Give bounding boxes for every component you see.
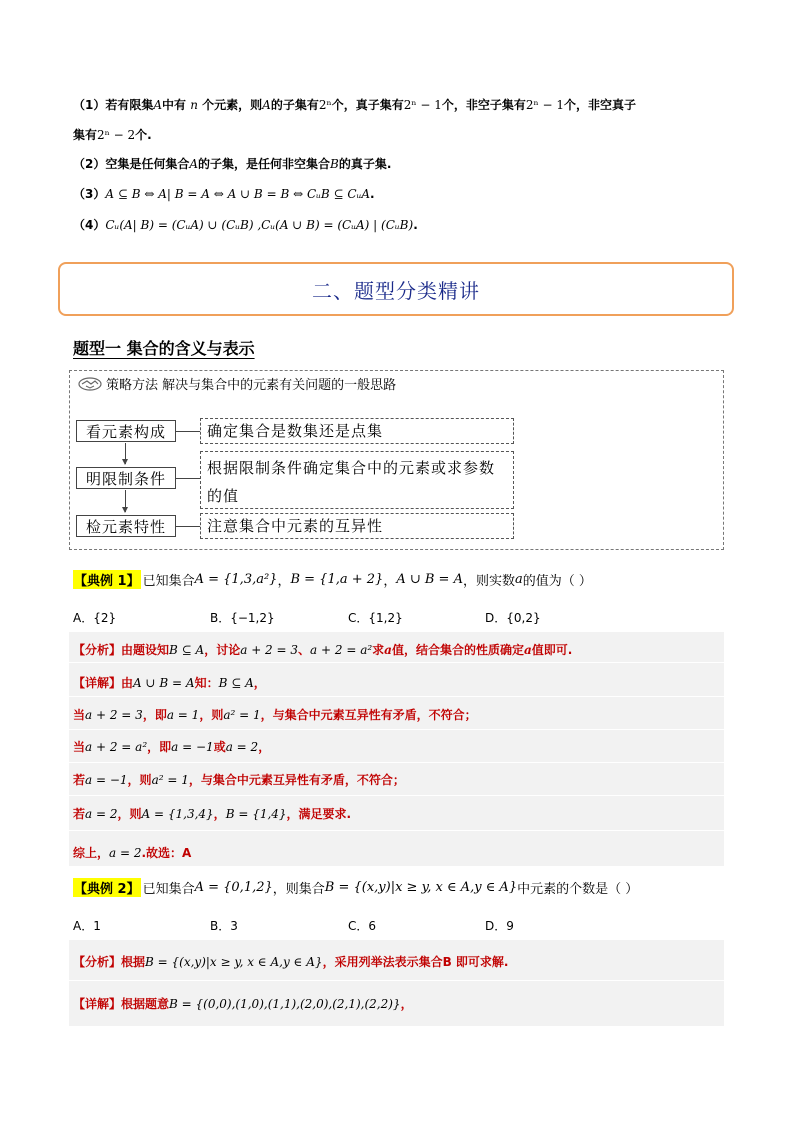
- step-box-2: 明限制条件: [76, 467, 176, 489]
- detail-row-1: [73, 995, 413, 1012]
- text: 中有: [162, 98, 187, 112]
- property-2: [73, 156, 391, 172]
- step-box-1: 看元素构成: [76, 420, 176, 442]
- text: ，采用列举法表示集合B 即可求解.: [322, 955, 509, 969]
- section-title: 二、题型分类精讲: [312, 278, 480, 303]
- math: n: [190, 98, 198, 112]
- text: 、: [298, 643, 311, 657]
- text: 中元素的个数是（ ）: [517, 882, 639, 897]
- text: ，与集合中元素互异性有矛盾，不符合；: [260, 708, 477, 722]
- math: a = 1: [166, 708, 200, 722]
- text: .: [413, 218, 418, 232]
- analysis-tag: 【分析】: [73, 955, 122, 969]
- text: .: [370, 187, 375, 201]
- text: ，满足要求.: [286, 807, 352, 821]
- text: ，则: [127, 773, 152, 787]
- text: ，则: [199, 708, 224, 722]
- option-a[interactable]: A．1: [73, 919, 101, 933]
- text: 知：: [194, 676, 219, 690]
- analysis-row: [73, 641, 572, 658]
- text: ，: [213, 807, 226, 821]
- section-banner: [58, 262, 734, 316]
- option-b[interactable]: B．{−1,2}: [210, 611, 275, 625]
- math: a + 2 = 3: [85, 708, 143, 722]
- arrow-down-2: [125, 490, 126, 512]
- math: 2ⁿ − 2: [97, 128, 136, 142]
- text: 值即可.: [531, 643, 573, 657]
- text: 由题设知: [121, 643, 170, 657]
- option-d[interactable]: D．9: [485, 919, 514, 933]
- math: a² = 1: [223, 708, 261, 722]
- text: 根据: [121, 955, 146, 969]
- strategy-box: [69, 370, 724, 550]
- text: ，即: [147, 740, 172, 754]
- math: a = 2: [225, 740, 259, 754]
- step-desc-1: 确定集合是数集还是点集: [200, 418, 514, 444]
- text: 或: [213, 740, 226, 754]
- step-box-3: 检元素特性: [76, 515, 176, 537]
- separator: [69, 696, 724, 697]
- math: A: [189, 157, 199, 171]
- math: B: [330, 157, 339, 171]
- option-d[interactable]: D．{0,2}: [485, 611, 541, 625]
- math: A ∪ B = A: [133, 676, 195, 690]
- example-2-question: [73, 878, 638, 897]
- text: ，与集合中元素互异性有矛盾，不符合；: [188, 773, 405, 787]
- text: ，: [383, 574, 397, 589]
- text: 已知集合: [142, 574, 195, 589]
- strategy-heading: [78, 374, 396, 393]
- text: 个，真子集有: [331, 98, 404, 112]
- option-b[interactable]: B．3: [210, 919, 238, 933]
- separator: [69, 762, 724, 763]
- step-desc-2: 根据限制条件确定集合中的元素或求参数的值: [200, 451, 514, 509]
- math: B ⊆ A: [169, 643, 205, 657]
- handshake-icon: [78, 377, 102, 391]
- option-a[interactable]: A．{2}: [73, 611, 117, 625]
- connector-line-1: [176, 431, 200, 432]
- detail-tag: 【详解】: [73, 997, 122, 1011]
- text: ，即: [142, 708, 167, 722]
- text: 值，结合集合的性质确定: [391, 643, 524, 657]
- property-1-line-1: [73, 97, 636, 113]
- option-c[interactable]: C．{1,2}: [348, 611, 403, 625]
- math: a: [523, 643, 532, 657]
- separator: [69, 729, 724, 730]
- text: 若: [73, 773, 86, 787]
- math: A = {0,1,2}: [194, 880, 273, 895]
- text: ，讨论: [204, 643, 241, 657]
- text: 的子集，是任何非空集合: [198, 157, 331, 171]
- topic-title: 题型一 集合的含义与表示: [73, 339, 255, 358]
- math: A: [262, 98, 271, 112]
- strategy-heading-text: 策略方法 解决与集合中的元素有关问题的一般思路: [106, 378, 397, 393]
- math: B = {1,4}: [225, 807, 287, 821]
- math: 2ⁿ − 1: [525, 98, 565, 112]
- math: B = {1,a + 2}: [290, 572, 384, 587]
- math: A: [153, 98, 163, 112]
- example-1-solution: [69, 632, 724, 866]
- detail-row-1: [73, 674, 266, 691]
- text: ，: [400, 997, 413, 1011]
- detail-tag: 【详解】: [73, 676, 122, 690]
- text: 若: [73, 807, 86, 821]
- math: a + 2 = a²: [85, 740, 148, 754]
- connector-line-2: [176, 478, 200, 479]
- analysis-row: [73, 953, 508, 970]
- detail-row-4: [73, 771, 405, 788]
- math: A ⊆ B ⇔ A| B = A ⇔ A ∪ B = B ⇔ CᵤB ⊆ CᵤA: [105, 187, 371, 201]
- detail-row-5: [73, 805, 351, 822]
- text: 的值为（ ）: [522, 574, 592, 589]
- connector-line-3: [176, 526, 200, 527]
- math: a = 2: [85, 807, 118, 821]
- detail-row-2: [73, 706, 477, 723]
- text: ，: [277, 574, 291, 589]
- math: a: [515, 572, 523, 587]
- text: .故选：A: [141, 846, 192, 860]
- text: 个，非空真子: [564, 98, 637, 112]
- separator: [69, 662, 724, 663]
- example-1-tag: 【典例 1】: [73, 570, 141, 589]
- math: a + 2 = 3: [240, 643, 299, 657]
- example-2-tag: 【典例 2】: [73, 878, 141, 897]
- property-1-line-2: [73, 127, 152, 143]
- math: 2ⁿ: [318, 98, 332, 112]
- text: 当: [73, 740, 86, 754]
- detail-row-6: [73, 844, 191, 861]
- text: 个.: [135, 128, 152, 142]
- arrow-down-1: [125, 443, 126, 464]
- text: 集有: [73, 128, 98, 142]
- text: 已知集合: [142, 882, 195, 897]
- separator: [69, 830, 724, 831]
- text: 当: [73, 708, 86, 722]
- text: ，: [258, 740, 271, 754]
- option-c[interactable]: C．6: [348, 919, 377, 933]
- math: a² = 1: [151, 773, 189, 787]
- text: 的子集有: [270, 98, 319, 112]
- analysis-tag: 【分析】: [73, 643, 122, 657]
- text: 个，非空子集有: [441, 98, 526, 112]
- math: B = {(x,y)|x ≥ y, x ∈ A,y ∈ A}: [324, 880, 518, 895]
- text: （4）: [73, 218, 106, 232]
- property-3: [73, 186, 375, 202]
- example-1-question: [73, 570, 592, 589]
- math: 2ⁿ − 1: [403, 98, 442, 112]
- detail-row-3: [73, 738, 270, 755]
- text: 根据题意: [121, 997, 170, 1011]
- text: 由: [121, 676, 134, 690]
- text: ，则实数: [462, 574, 515, 589]
- text: （1）若有限集: [73, 98, 154, 112]
- text: （3）: [73, 187, 106, 201]
- math: a + 2 = a²: [310, 643, 373, 657]
- text: ，则: [117, 807, 142, 821]
- math: B ⊆ A: [218, 676, 254, 690]
- math: A = {1,3,a²}: [194, 572, 278, 587]
- separator: [69, 795, 724, 796]
- text: 个元素，则: [202, 98, 263, 112]
- math: B = {(x,y)|x ≥ y, x ∈ A,y ∈ A}: [145, 955, 323, 969]
- math: a: [384, 643, 392, 657]
- property-4: [73, 217, 418, 233]
- math: a = −1: [85, 773, 128, 787]
- text: 综上，: [73, 846, 110, 860]
- example-2-solution: [69, 940, 724, 1026]
- math: a = 2: [109, 846, 142, 860]
- math: Cᵤ(A| B) = (CᵤA) ∪ (CᵤB) ,Cᵤ(A ∪ B) = (CᵤA) | (CᵤB): [105, 218, 414, 232]
- math: a = −1: [171, 740, 214, 754]
- text: 求: [372, 643, 385, 657]
- step-desc-3: 注意集合中元素的互异性: [200, 513, 514, 539]
- math: A = {1,3,4}: [141, 807, 214, 821]
- text: 的真子集.: [338, 157, 392, 171]
- separator: [69, 980, 724, 981]
- math: B = {(0,0),(1,0),(1,1),(2,0),(2,1),(2,2)}: [169, 997, 401, 1011]
- math: A ∪ B = A: [396, 572, 463, 587]
- text: ，则集合: [272, 882, 325, 897]
- text: ，: [253, 676, 266, 690]
- text: （2）空集是任何集合: [73, 157, 190, 171]
